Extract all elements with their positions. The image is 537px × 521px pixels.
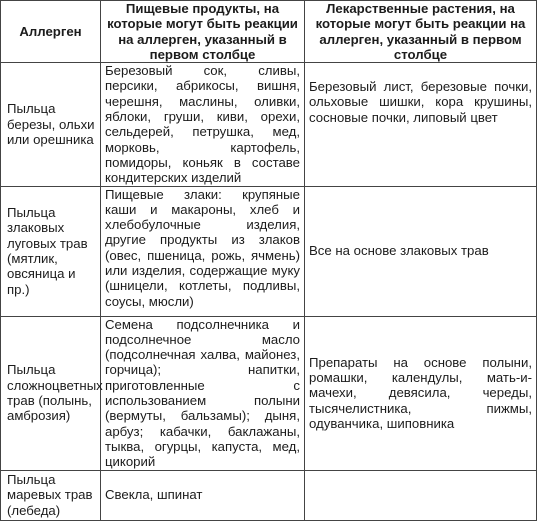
table-header-row bbox=[1, 1, 537, 63]
table-row bbox=[1, 186, 537, 316]
cell-herbs bbox=[305, 470, 537, 520]
header-food-products: Пищевые продукты, на которые могут быть реакции на аллерген, указанный в первом столбце bbox=[101, 1, 305, 63]
cell-allergen: Пыльца сложноцветных трав (полынь, амброзия) bbox=[1, 316, 101, 470]
cell-herbs: Березовый лист, березовые почки, ольховые шишки, кора крушины, сосновые почки, липовый цвет bbox=[305, 63, 537, 186]
cell-food: Березовый сок, сливы, персики, абрикосы, вишня, черешня, маслины, оливки, яблоки, груши, киви, орехи, сельдерей, петрушка, мед, морковь, картофель, помидоры, коньяк в составе кондитерских изделий bbox=[101, 63, 305, 186]
cell-food: Пищевые злаки: крупяные каши и макароны, хлеб и хлебобулочные изделия, другие продукты из злаков (овес, пшеница, рожь, ячмень) или изделия, содержащие муку (шницели, котлеты, подливы, соусы, мюсли) bbox=[101, 186, 305, 316]
table-row bbox=[1, 63, 537, 186]
cell-allergen: Пыльца злаковых луговых трав (мятлик, овсяница и пр.) bbox=[1, 186, 101, 316]
cell-herbs: Все на основе злаковых трав bbox=[305, 186, 537, 316]
cell-food: Семена подсолнечника и подсолнечное масло (подсолнечная халва, майонез, горчица); напитки, приготовленные с использованием полыни (вермуты, бальзамы); дыня, арбуз; кабачки, баклажаны, тыква, огурцы, капуста, мед, цикорий bbox=[101, 316, 305, 470]
cell-allergen: Пыльца маревых трав (лебеда) bbox=[1, 470, 101, 520]
header-medicinal-plants: Лекарственные растения, на которые могут быть реакции на аллерген, указанный в первом столбце bbox=[305, 1, 537, 63]
table-row bbox=[1, 470, 537, 520]
header-allergen: Аллерген bbox=[1, 1, 101, 63]
table-row bbox=[1, 316, 537, 470]
cell-food: Свекла, шпинат bbox=[101, 470, 305, 520]
cell-herbs: Препараты на основе полыни, ромашки, календулы, мать-и-мачехи, девясила, череды, тысячелистника, пижмы, одуванчика, шиповника bbox=[305, 316, 537, 470]
cell-allergen: Пыльца березы, ольхи или орешника bbox=[1, 63, 101, 186]
